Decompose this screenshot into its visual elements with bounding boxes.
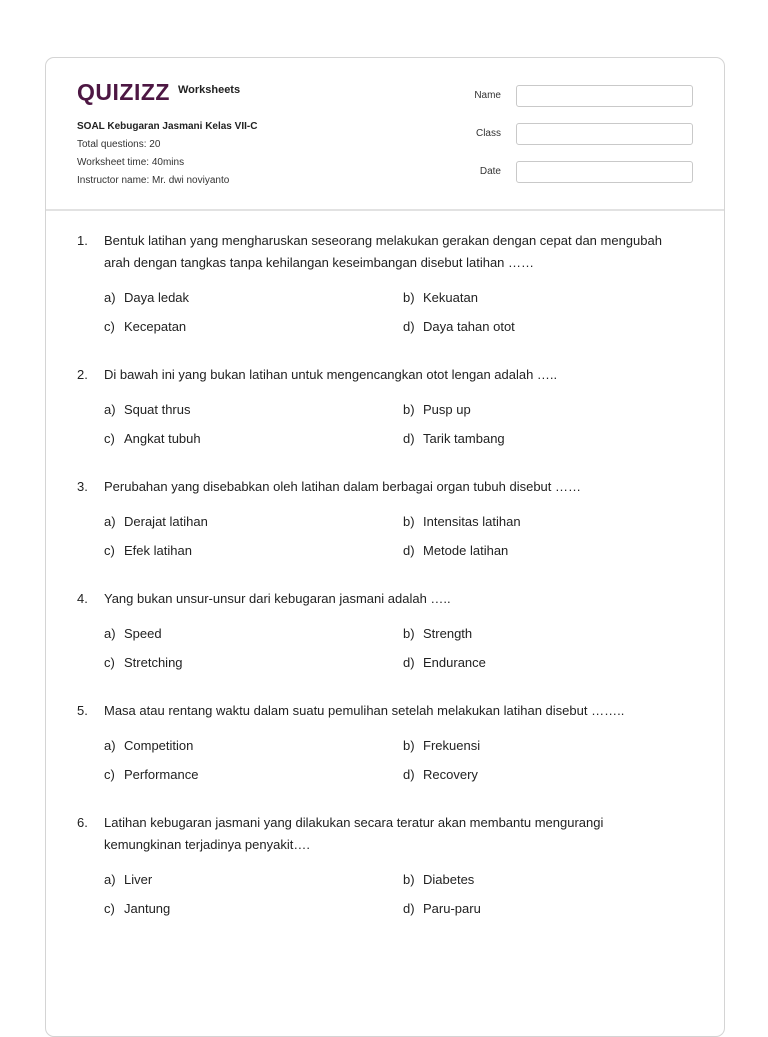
option-text: Pusp up	[423, 402, 471, 417]
answer-option-b[interactable]	[403, 735, 663, 757]
answer-option-a[interactable]	[104, 399, 403, 421]
answer-option-a[interactable]	[104, 623, 403, 645]
answer-option-a[interactable]	[104, 735, 403, 757]
date-field-row	[453, 161, 693, 183]
option-letter: b)	[403, 514, 415, 529]
brand	[77, 80, 240, 104]
question-number: 2.	[77, 367, 88, 382]
option-text: Intensitas latihan	[423, 514, 521, 529]
option-letter: d)	[403, 319, 415, 334]
name-label: Name	[474, 90, 501, 101]
date-field[interactable]	[516, 161, 693, 183]
option-text: Metode latihan	[423, 543, 509, 558]
option-text: Diabetes	[423, 872, 475, 887]
option-text: Recovery	[423, 767, 478, 782]
class-label: Class	[475, 128, 501, 139]
answer-option-b[interactable]	[403, 869, 663, 891]
option-letter: c)	[104, 319, 115, 334]
question-item	[46, 230, 724, 338]
option-letter: a)	[104, 290, 116, 305]
quizizz-logo: QUIZIZZ	[77, 79, 170, 105]
option-letter: d)	[403, 431, 415, 446]
option-letter: a)	[104, 402, 116, 417]
question-item	[46, 476, 724, 562]
question-text: Di bawah ini yang bukan latihan untuk mengencangkan otot lengan adalah …..	[104, 367, 558, 382]
answer-option-b[interactable]	[403, 623, 663, 645]
option-letter: c)	[104, 655, 115, 670]
answer-option-b[interactable]	[403, 511, 663, 533]
answer-option-d[interactable]	[403, 652, 663, 674]
question-text: Bentuk latihan yang mengharuskan seseorang melakukan gerakan dengan cepat dan mengubah arah dengan tangkas tanpa kehilangan keseimbangan disebut latihan ……	[104, 233, 662, 270]
answer-option-c[interactable]	[104, 652, 403, 674]
answer-option-c[interactable]	[104, 316, 403, 338]
option-letter: a)	[104, 626, 116, 641]
option-letter: b)	[403, 290, 415, 305]
option-text: Speed	[124, 626, 162, 641]
question-item	[46, 700, 724, 786]
answer-option-d[interactable]	[403, 316, 663, 338]
answer-options	[104, 869, 724, 920]
option-text: Stretching	[124, 655, 183, 670]
option-text: Competition	[124, 738, 194, 753]
option-letter: c)	[104, 431, 115, 446]
option-text: Frekuensi	[423, 738, 481, 753]
option-text: Daya tahan otot	[423, 319, 515, 334]
option-letter: a)	[104, 872, 116, 887]
answer-options	[104, 511, 724, 562]
worksheet-sheet	[45, 57, 725, 1037]
question-number: 3.	[77, 479, 88, 494]
option-text: Jantung	[124, 901, 171, 916]
question-number: 1.	[77, 233, 88, 248]
option-letter: c)	[104, 543, 115, 558]
question-number: 4.	[77, 591, 88, 606]
option-text: Tarik tambang	[423, 431, 505, 446]
option-text: Squat thrus	[124, 402, 191, 417]
option-letter: d)	[403, 655, 415, 670]
answer-option-a[interactable]	[104, 869, 403, 891]
option-letter: b)	[403, 402, 415, 417]
answer-option-d[interactable]	[403, 428, 663, 450]
question-item	[46, 812, 724, 920]
answer-options	[104, 735, 724, 786]
question-text: Masa atau rentang waktu dalam suatu pemulihan setelah melakukan latihan disebut ……..	[104, 703, 625, 718]
instructor-name: Instructor name: Mr. dwi noviyanto	[77, 175, 230, 186]
option-text: Kecepatan	[124, 319, 187, 334]
question-list	[46, 230, 724, 946]
option-text: Liver	[124, 872, 153, 887]
class-field-row	[453, 123, 693, 145]
worksheet-meta	[77, 118, 257, 190]
question-text: Perubahan yang disebabkan oleh latihan dalam berbagai organ tubuh disebut ……	[104, 479, 582, 494]
answer-option-d[interactable]	[403, 764, 663, 786]
worksheet-title: SOAL Kebugaran Jasmani Kelas VII-C	[77, 121, 258, 132]
name-field-row	[453, 85, 693, 107]
option-letter: c)	[104, 767, 115, 782]
option-text: Endurance	[423, 655, 486, 670]
option-text: Performance	[124, 767, 199, 782]
option-text: Daya ledak	[124, 290, 190, 305]
answer-options	[104, 623, 724, 674]
total-questions: Total questions: 20	[77, 139, 161, 150]
answer-option-d[interactable]	[403, 540, 663, 562]
answer-option-b[interactable]	[403, 287, 663, 309]
option-text: Efek latihan	[124, 543, 192, 558]
question-item	[46, 588, 724, 674]
class-field[interactable]	[516, 123, 693, 145]
answer-options	[104, 287, 724, 338]
option-text: Paru-paru	[423, 901, 481, 916]
question-number: 5.	[77, 703, 88, 718]
date-label: Date	[479, 166, 501, 177]
option-letter: b)	[403, 626, 415, 641]
answer-option-c[interactable]	[104, 898, 403, 920]
question-number: 6.	[77, 815, 88, 830]
question-text: Yang bukan unsur-unsur dari kebugaran jasmani adalah …..	[104, 591, 451, 606]
student-fields	[453, 85, 693, 199]
worksheet-header	[46, 58, 724, 211]
logo-subtitle: Worksheets	[177, 84, 241, 96]
question-text: Latihan kebugaran jasmani yang dilakukan secara teratur akan membantu mengurangi kemungkinan terjadinya penyakit….	[104, 815, 604, 852]
option-letter: b)	[403, 872, 415, 887]
name-field[interactable]	[516, 85, 693, 107]
answer-option-a[interactable]	[104, 287, 403, 309]
answer-option-a[interactable]	[104, 511, 403, 533]
option-letter: d)	[403, 543, 415, 558]
answer-option-c[interactable]	[104, 428, 403, 450]
answer-option-c[interactable]	[104, 764, 403, 786]
answer-option-c[interactable]	[104, 540, 403, 562]
worksheet-time: Worksheet time: 40mins	[77, 157, 185, 168]
option-letter: d)	[403, 767, 415, 782]
answer-option-b[interactable]	[403, 399, 663, 421]
option-letter: b)	[403, 738, 415, 753]
option-letter: c)	[104, 901, 115, 916]
option-text: Angkat tubuh	[124, 431, 201, 446]
option-letter: a)	[104, 514, 116, 529]
option-text: Derajat latihan	[124, 514, 208, 529]
option-letter: a)	[104, 738, 116, 753]
option-text: Kekuatan	[423, 290, 478, 305]
answer-option-d[interactable]	[403, 898, 663, 920]
option-letter: d)	[403, 901, 415, 916]
answer-options	[104, 399, 724, 450]
question-item	[46, 364, 724, 450]
option-text: Strength	[423, 626, 473, 641]
